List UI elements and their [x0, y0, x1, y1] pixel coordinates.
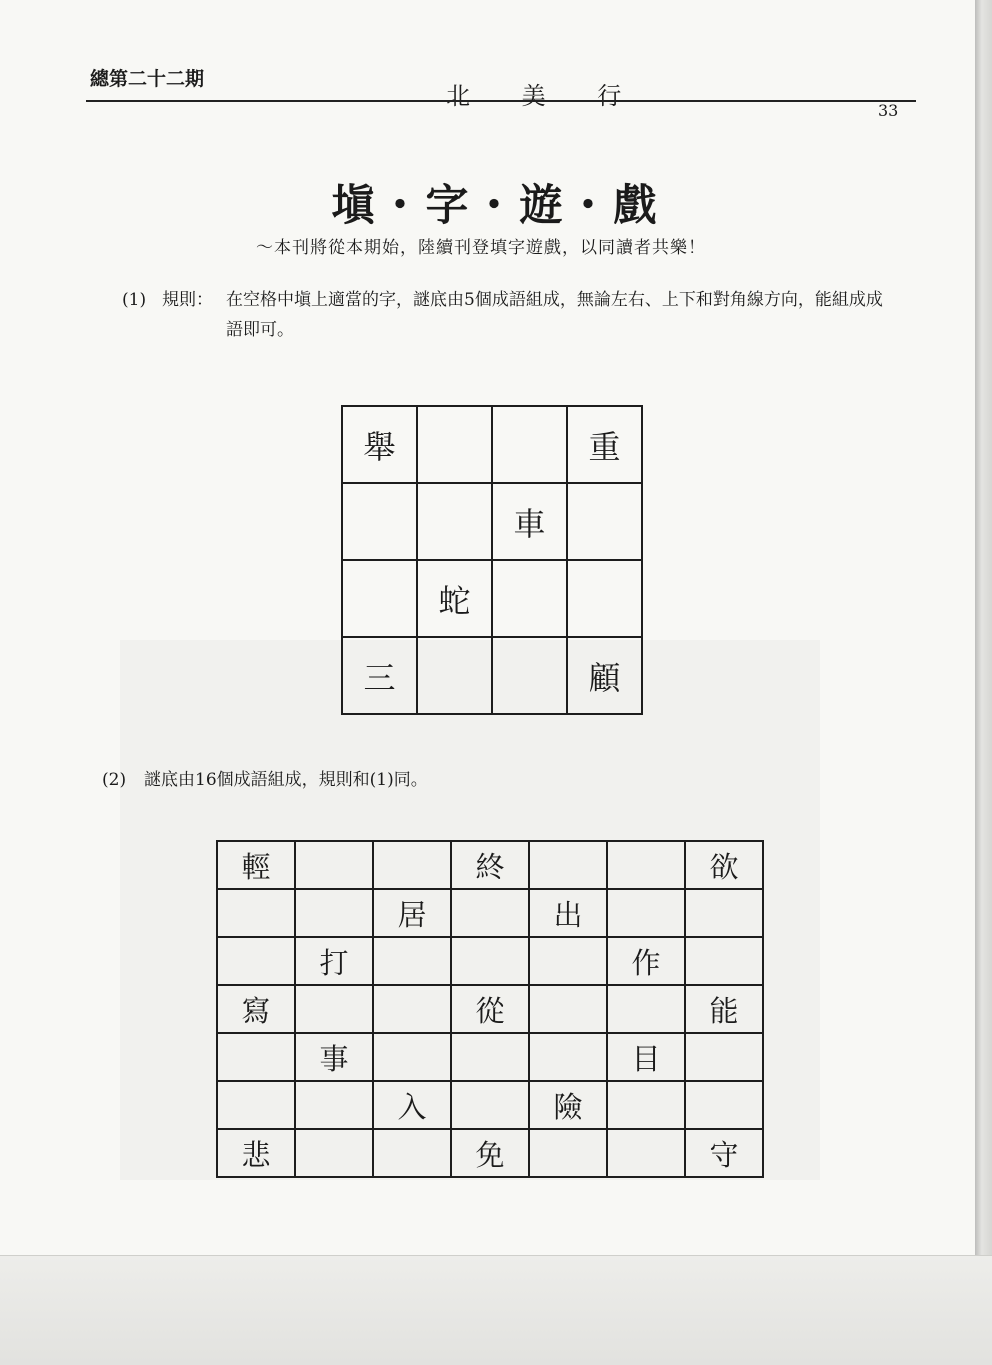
grid-row [342, 406, 642, 483]
rule-1-label: 規則： [162, 290, 213, 310]
given-character-cell: 欲 [685, 841, 763, 889]
rule-1-number: (1) [122, 290, 147, 310]
given-character-cell: 入 [373, 1081, 451, 1129]
journal-name: 北 美 行 [446, 82, 644, 110]
blank-cell[interactable] [295, 985, 373, 1033]
blank-cell[interactable] [373, 841, 451, 889]
grid-row [342, 560, 642, 637]
given-character-cell: 居 [373, 889, 451, 937]
blank-cell[interactable] [685, 1033, 763, 1081]
blank-cell[interactable] [373, 1033, 451, 1081]
given-character-cell: 車 [492, 483, 567, 560]
blank-cell[interactable] [607, 1081, 685, 1129]
blank-cell[interactable] [492, 637, 567, 714]
blank-cell[interactable] [217, 1033, 295, 1081]
grid-row [217, 985, 763, 1033]
grid-row [217, 841, 763, 889]
blank-cell[interactable] [373, 937, 451, 985]
page-subtitle: ～本刊將從本期始，陸續刊登填字遊戲，以同讀者共樂！ [256, 238, 706, 258]
blank-cell[interactable] [529, 1129, 607, 1177]
puzzle-grid-1 [341, 405, 643, 715]
rule-2 [102, 765, 428, 790]
blank-cell[interactable] [567, 483, 642, 560]
blank-cell[interactable] [685, 937, 763, 985]
blank-cell[interactable] [295, 889, 373, 937]
blank-cell[interactable] [342, 483, 417, 560]
blank-cell[interactable] [417, 406, 492, 483]
blank-cell[interactable] [342, 560, 417, 637]
blank-cell[interactable] [567, 560, 642, 637]
given-character-cell: 蛇 [417, 560, 492, 637]
page-number: 33 [878, 101, 899, 120]
puzzle-grid-2 [216, 840, 764, 1178]
blank-cell[interactable] [451, 1081, 529, 1129]
given-character-cell: 險 [529, 1081, 607, 1129]
given-character-cell: 三 [342, 637, 417, 714]
given-character-cell: 終 [451, 841, 529, 889]
grid-row [217, 1129, 763, 1177]
grid-row [217, 1081, 763, 1129]
rule-2-number: (2) [102, 770, 127, 790]
given-character-cell: 輕 [217, 841, 295, 889]
given-character-cell: 重 [567, 406, 642, 483]
blank-cell[interactable] [417, 637, 492, 714]
blank-cell[interactable] [529, 937, 607, 985]
blank-cell[interactable] [417, 483, 492, 560]
blank-cell[interactable] [373, 1129, 451, 1177]
given-character-cell: 目 [607, 1033, 685, 1081]
given-character-cell: 舉 [342, 406, 417, 483]
rule-1 [122, 285, 892, 340]
blank-cell[interactable] [217, 1081, 295, 1129]
blank-cell[interactable] [295, 1129, 373, 1177]
blank-cell[interactable] [217, 889, 295, 937]
rule-1-text: 在空格中塡上適當的字，謎底由5個成語組成，無論左右、上下和對角線方向，能組成成語即可。 [226, 290, 883, 340]
given-character-cell: 從 [451, 985, 529, 1033]
blank-cell[interactable] [685, 1081, 763, 1129]
given-character-cell: 事 [295, 1033, 373, 1081]
page-title: 塡・字・遊・戲 [331, 181, 661, 231]
blank-cell[interactable] [451, 889, 529, 937]
grid-row [217, 1033, 763, 1081]
given-character-cell: 打 [295, 937, 373, 985]
given-character-cell: 顧 [567, 637, 642, 714]
binding-edge [975, 0, 992, 1364]
blank-cell[interactable] [529, 841, 607, 889]
given-character-cell: 出 [529, 889, 607, 937]
blank-cell[interactable] [492, 406, 567, 483]
issue-label: 總第二十二期 [90, 68, 205, 90]
grid-row [342, 637, 642, 714]
given-character-cell: 作 [607, 937, 685, 985]
grid-row [217, 937, 763, 985]
grid-row [342, 483, 642, 560]
given-character-cell: 免 [451, 1129, 529, 1177]
blank-cell[interactable] [492, 560, 567, 637]
rule-2-text: 謎底由16個成語組成，規則和(1)同。 [144, 770, 428, 790]
blank-cell[interactable] [451, 937, 529, 985]
blank-cell[interactable] [607, 889, 685, 937]
blank-cell[interactable] [295, 1081, 373, 1129]
given-character-cell: 能 [685, 985, 763, 1033]
blank-cell[interactable] [607, 841, 685, 889]
blank-cell[interactable] [529, 1033, 607, 1081]
given-character-cell: 寫 [217, 985, 295, 1033]
header-rule [86, 100, 916, 102]
page-bottom-edge [0, 1255, 992, 1365]
blank-cell[interactable] [373, 985, 451, 1033]
given-character-cell: 悲 [217, 1129, 295, 1177]
blank-cell[interactable] [451, 1033, 529, 1081]
blank-cell[interactable] [607, 985, 685, 1033]
blank-cell[interactable] [217, 937, 295, 985]
blank-cell[interactable] [607, 1129, 685, 1177]
blank-cell[interactable] [685, 889, 763, 937]
blank-cell[interactable] [529, 985, 607, 1033]
given-character-cell: 守 [685, 1129, 763, 1177]
blank-cell[interactable] [295, 841, 373, 889]
grid-row [217, 889, 763, 937]
